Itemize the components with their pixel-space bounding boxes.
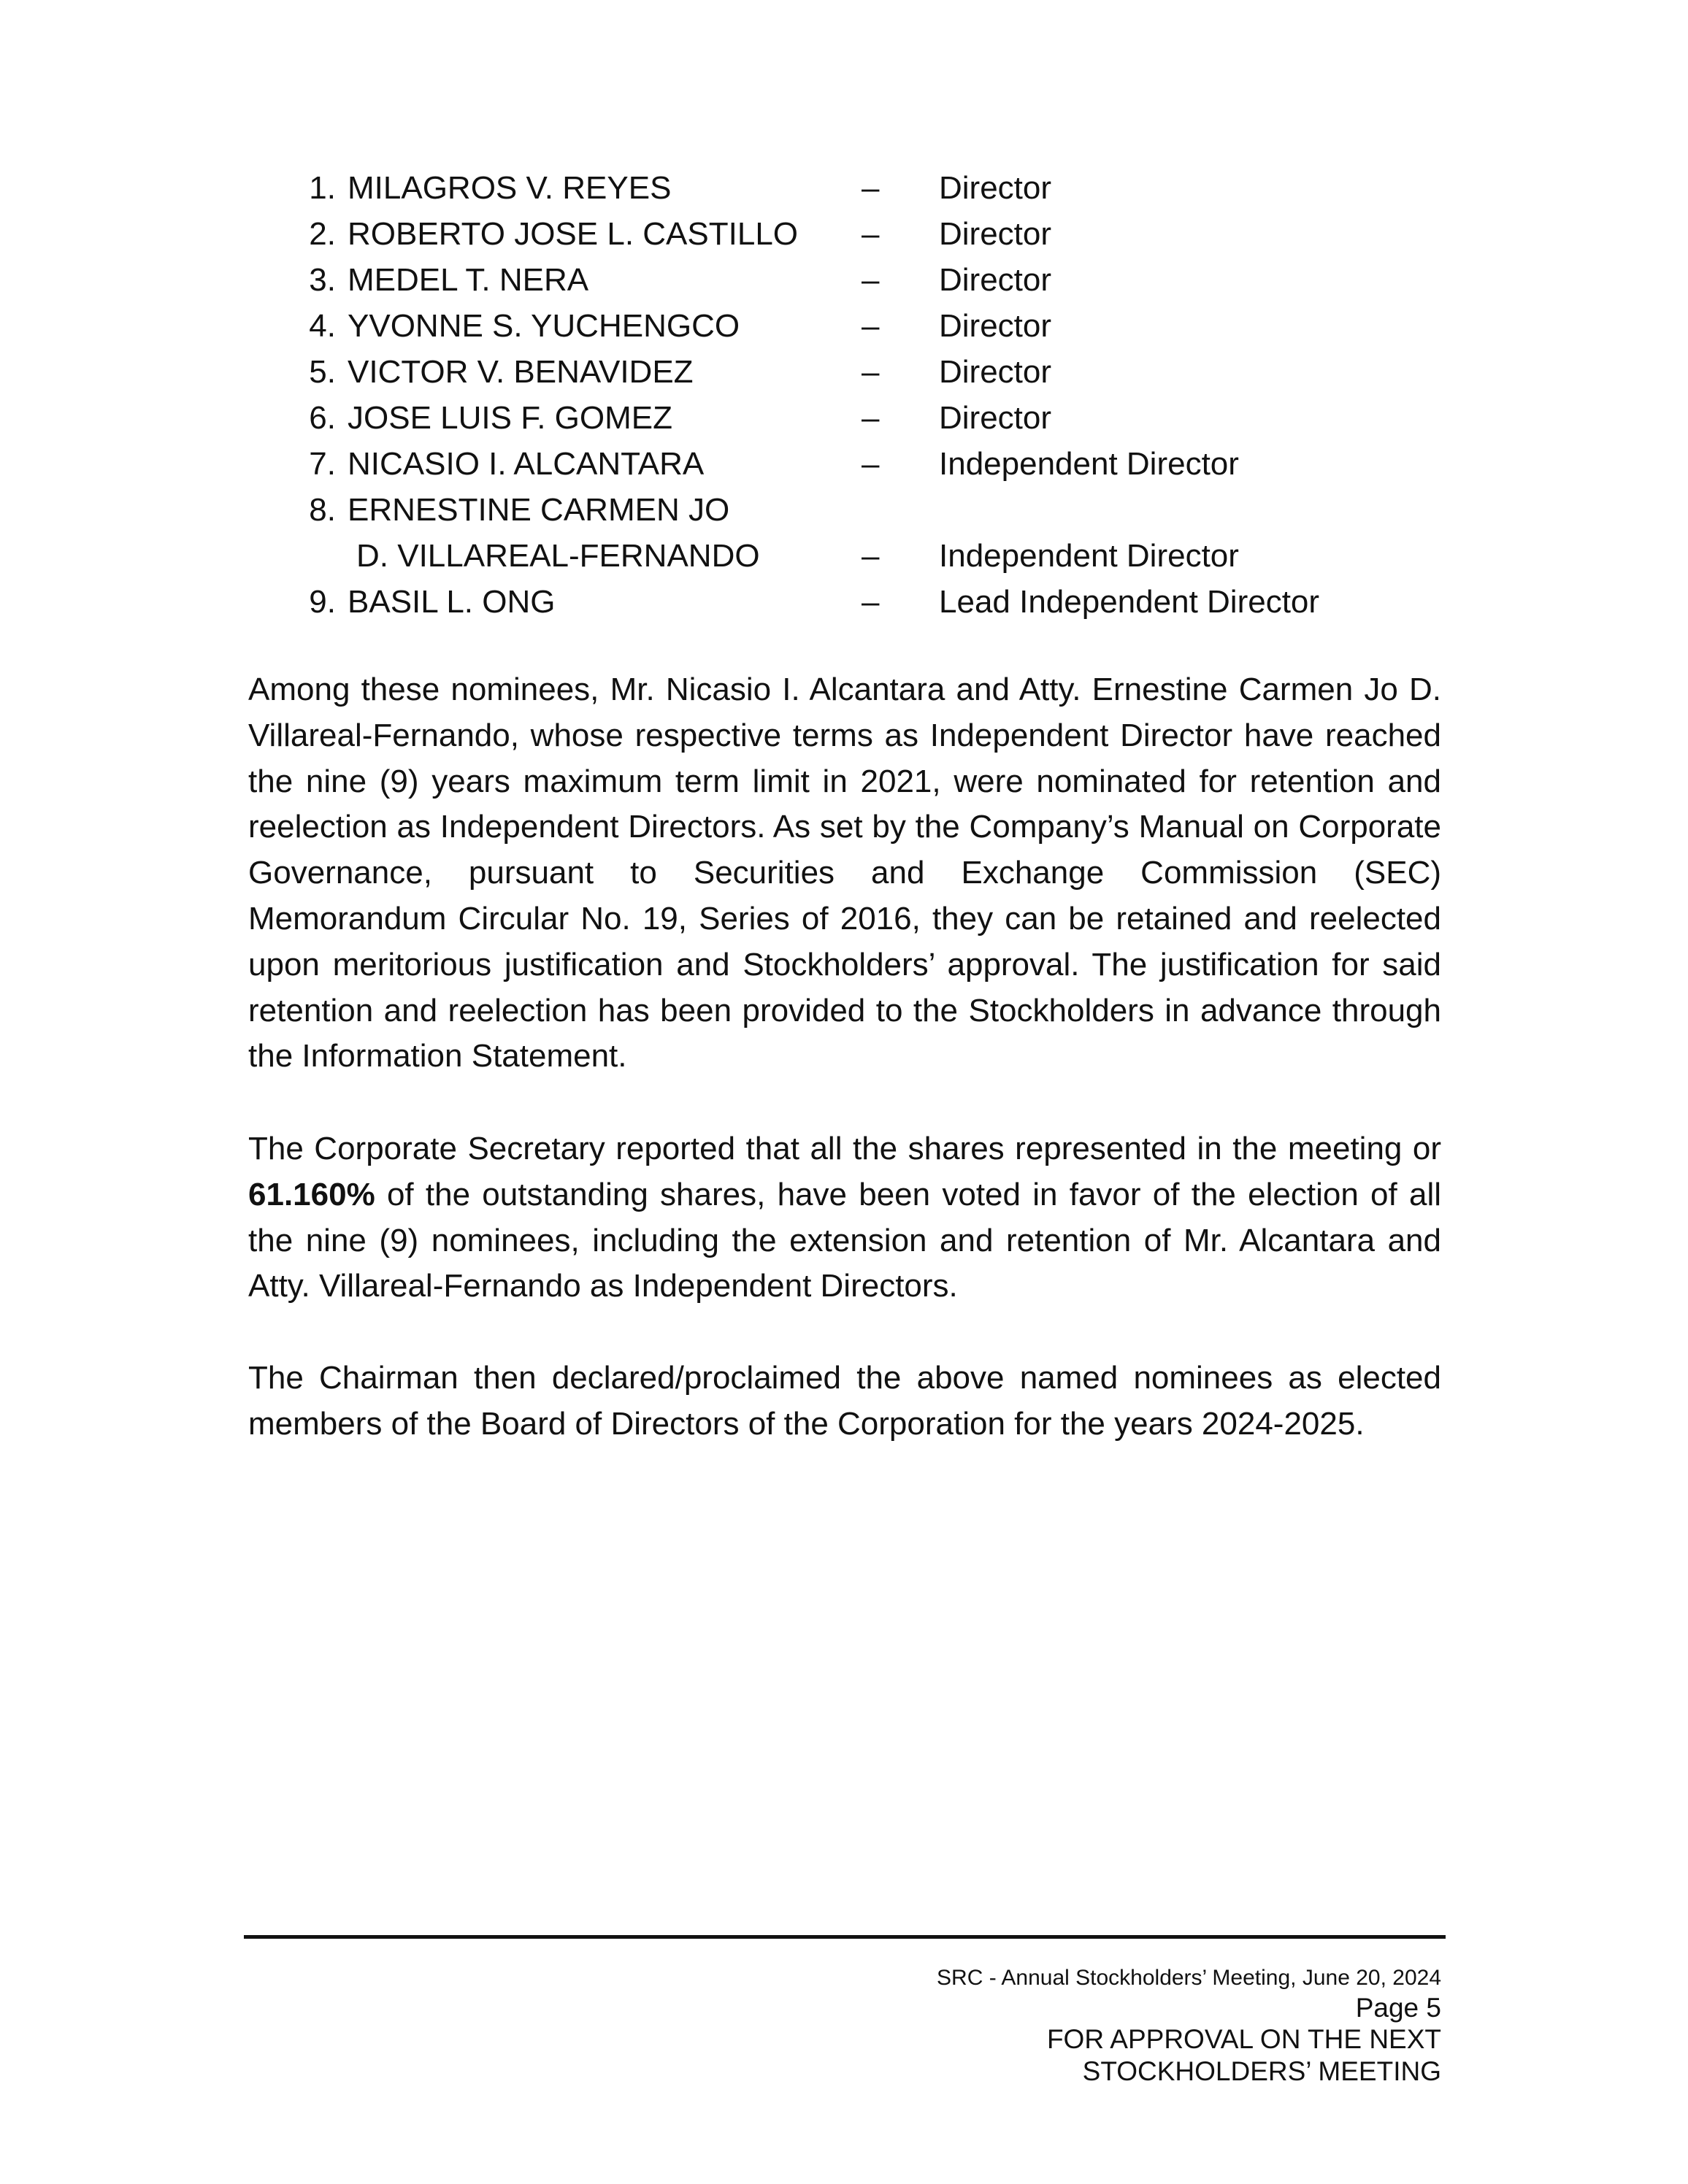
nominee-number: 5. xyxy=(309,354,336,390)
nominee-dash: – xyxy=(862,446,880,482)
vote-percentage: 61.160% xyxy=(248,1176,375,1212)
nominee-list xyxy=(292,165,1533,625)
nominee-name: ERNESTINE CARMEN JO xyxy=(348,492,730,528)
nominee-dash: – xyxy=(862,308,880,344)
nominee-row xyxy=(292,211,1533,257)
nominee-dash: – xyxy=(862,216,880,252)
footer-approval-line: FOR APPROVAL ON THE NEXT xyxy=(1046,2024,1441,2054)
nominee-number: 4. xyxy=(309,308,336,344)
nominee-role: Independent Director xyxy=(939,538,1239,574)
paragraph-vote-report xyxy=(248,1126,1441,1310)
nominee-name: BASIL L. ONG xyxy=(348,584,556,620)
nominee-number: 9. xyxy=(309,584,336,620)
nominee-dash: – xyxy=(862,400,880,436)
page-footer xyxy=(937,1964,1441,2088)
nominee-dash: – xyxy=(862,538,880,574)
paragraph-retention: Among these nominees, Mr. Nicasio I. Alcantara and Atty. Ernestine Carmen Jo D. Villareal-Fernando, whose respective terms as Independent Director have reached the nine (9) years maximum term limit in 2021, were nominated for retention and reelection as Independent Directors. As set by the Company’s Manual on Corporate Governance, pursuant to Securities and Exchange Commission (SEC) Memorandum Circular No. 19, Series of 2016, they can be retained and reelected upon meritorious justification and Stockholders’ approval. The justification for said retention and reelection has been provided to the Stockholders in advance through the Information Statement. xyxy=(248,672,1441,1074)
nominee-role: Director xyxy=(939,400,1052,436)
footer-page-number: Page 5 xyxy=(1355,1993,1441,2023)
nominee-row xyxy=(292,165,1533,211)
nominee-number: 3. xyxy=(309,262,336,298)
nominee-row xyxy=(292,349,1533,395)
nominee-number: 2. xyxy=(309,216,336,252)
nominee-name-continued: D. VILLAREAL-FERNANDO xyxy=(356,538,760,574)
nominee-role: Lead Independent Director xyxy=(939,584,1320,620)
nominee-row xyxy=(292,487,1533,533)
nominee-number: 8. xyxy=(309,492,336,528)
nominee-dash: – xyxy=(862,170,880,206)
nominee-dash: – xyxy=(862,584,880,620)
nominee-name: NICASIO I. ALCANTARA xyxy=(348,446,705,482)
footer-approval-line: STOCKHOLDERS’ MEETING xyxy=(1082,2056,1441,2086)
nominee-name: ROBERTO JOSE L. CASTILLO xyxy=(348,216,799,252)
nominee-dash: – xyxy=(862,354,880,390)
footer-divider xyxy=(244,1935,1446,1939)
nominee-row-continued xyxy=(292,533,1533,579)
nominee-name: VICTOR V. BENAVIDEZ xyxy=(348,354,694,390)
nominee-role: Director xyxy=(939,216,1052,252)
nominee-name: YVONNE S. YUCHENGCO xyxy=(348,308,740,344)
nominee-number: 1. xyxy=(309,170,336,206)
nominee-row xyxy=(292,441,1533,487)
vote-report-text: The Corporate Secretary reported that all the shares represented in the meeting or xyxy=(248,1131,1441,1166)
paragraph-proclamation: The Chairman then declared/proclaimed the above named nominees as elected members of the Board of Directors of the Corporation for the years 2024-2025. xyxy=(248,1360,1441,1442)
nominee-row xyxy=(292,303,1533,349)
nominee-role: Independent Director xyxy=(939,446,1239,482)
nominee-number: 6. xyxy=(309,400,336,436)
footer-meeting-title: SRC - Annual Stockholders’ Meeting, June 20, 2024 xyxy=(937,1966,1441,1990)
nominee-role: Director xyxy=(939,170,1052,206)
nominee-role: Director xyxy=(939,262,1052,298)
nominee-row xyxy=(292,257,1533,303)
nominee-dash: – xyxy=(862,262,880,298)
nominee-name: MILAGROS V. REYES xyxy=(348,170,672,206)
vote-report-text: of the outstanding shares, have been voted in favor of the election of all the nine (9) nominees, including the extension and retention of Mr. Alcantara and Atty. Villareal-Fernando as Independent Directors. xyxy=(248,1176,1441,1304)
nominee-name: MEDEL T. NERA xyxy=(348,262,589,298)
nominee-name: JOSE LUIS F. GOMEZ xyxy=(348,400,672,436)
nominee-row xyxy=(292,395,1533,441)
nominee-role: Director xyxy=(939,308,1052,344)
nominee-number: 7. xyxy=(309,446,336,482)
nominee-role: Director xyxy=(939,354,1052,390)
nominee-row xyxy=(292,579,1533,625)
